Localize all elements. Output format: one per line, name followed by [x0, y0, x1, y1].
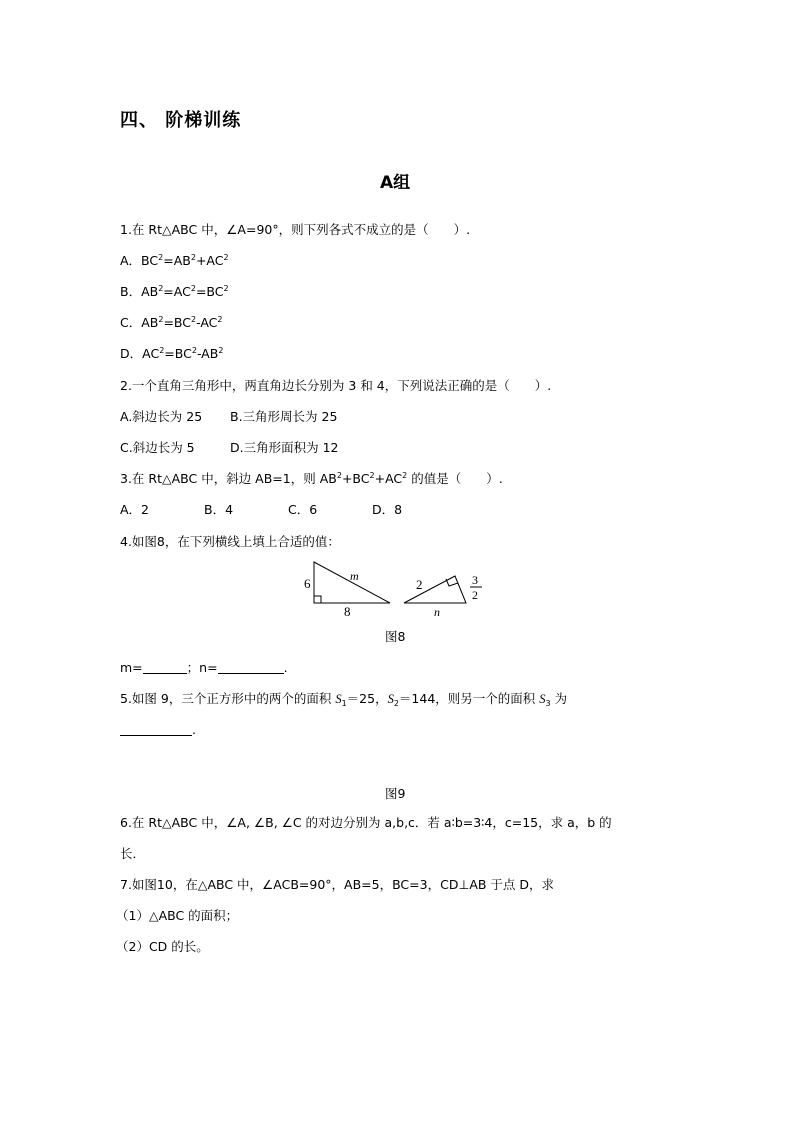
group-title: A组: [380, 173, 411, 193]
right-hyp-label: 2: [416, 577, 423, 592]
q7-sub1: （1）△ABC 的面积；: [116, 908, 239, 923]
q3-option-b: B．4: [204, 502, 234, 517]
blank-m[interactable]: [143, 661, 187, 674]
figure-8: [300, 558, 500, 624]
figure-8-caption: 图8: [385, 629, 406, 644]
left-leg-label: 6: [304, 576, 311, 591]
q2-option-d: D.三角形面积为 12: [230, 440, 339, 455]
q6-line2: 长．: [120, 846, 146, 861]
blank-s3[interactable]: [120, 723, 192, 736]
q3-option-d: D．8: [372, 502, 403, 517]
q7-sub2: （2）CD 的长。: [116, 939, 209, 954]
q6-line1: 6.在 Rt△ABC 中，∠A, ∠B, ∠C 的对边分别为 a,b,c．若 a∶b=3∶4，c=15，求 a，b 的: [120, 815, 612, 830]
left-right-angle-mark: [314, 596, 321, 603]
section-title: 四、 阶梯训练: [120, 110, 242, 131]
q2-stem: 2.一个直角三角形中，两直角边长分别为 3 和 4，下列说法正确的是（ ）.: [120, 378, 552, 393]
q4-stem: 4.如图8，在下列横线上填上合适的值：: [120, 534, 340, 549]
figure-9-caption: 图9: [385, 786, 406, 801]
q5-stem: 5.如图 9，三个正方形中的两个的面积 $S_1=25$，$S_2=144$，则另一个的面积 $S_3$ 为: [120, 691, 568, 708]
frac-numerator: 3: [472, 573, 478, 587]
frac-denominator: 2: [472, 588, 478, 602]
q1-stem: 1.在 Rt△ABC 中，∠A=90°，则下列各式不成立的是（ ）.: [120, 222, 471, 237]
q2-option-c: C.斜边长为 5: [120, 440, 195, 455]
q7-stem: 7.如图10，在△ABC 中，∠ACB=90°，AB=5，BC=3，CD⊥AB 于点 D，求: [120, 877, 555, 892]
q2-option-b: B.三角形周长为 25: [230, 409, 338, 424]
q1-option-d: D．$AC^2=BC^2-AB^2$: [120, 346, 224, 361]
left-base-label: 8: [344, 604, 351, 619]
q3-option-a: A．2: [120, 502, 150, 517]
q2-option-a: A.斜边长为 25: [120, 409, 203, 424]
left-hyp-label: m: [350, 569, 359, 583]
q4-answer-line: m= ；n= .: [120, 660, 288, 675]
right-triangle: [404, 576, 466, 603]
q5-answer-line: .: [120, 722, 196, 738]
q3-stem: 3.在 Rt△ABC 中，斜边 AB=1，则 $AB^2+BC^2+AC^2$ 的值是（ ）.: [120, 471, 503, 486]
blank-n[interactable]: [218, 661, 284, 674]
q3-option-c: C．6: [288, 502, 318, 517]
q1-option-a: A．$BC^2=AB^2+AC^2$: [120, 253, 229, 268]
q1-option-c: C．$AB^2=BC^2-AC^2$: [120, 315, 223, 330]
q1-option-b: B．$AB^2=AC^2=BC^2$: [120, 284, 229, 299]
right-base-label: n: [434, 605, 440, 619]
